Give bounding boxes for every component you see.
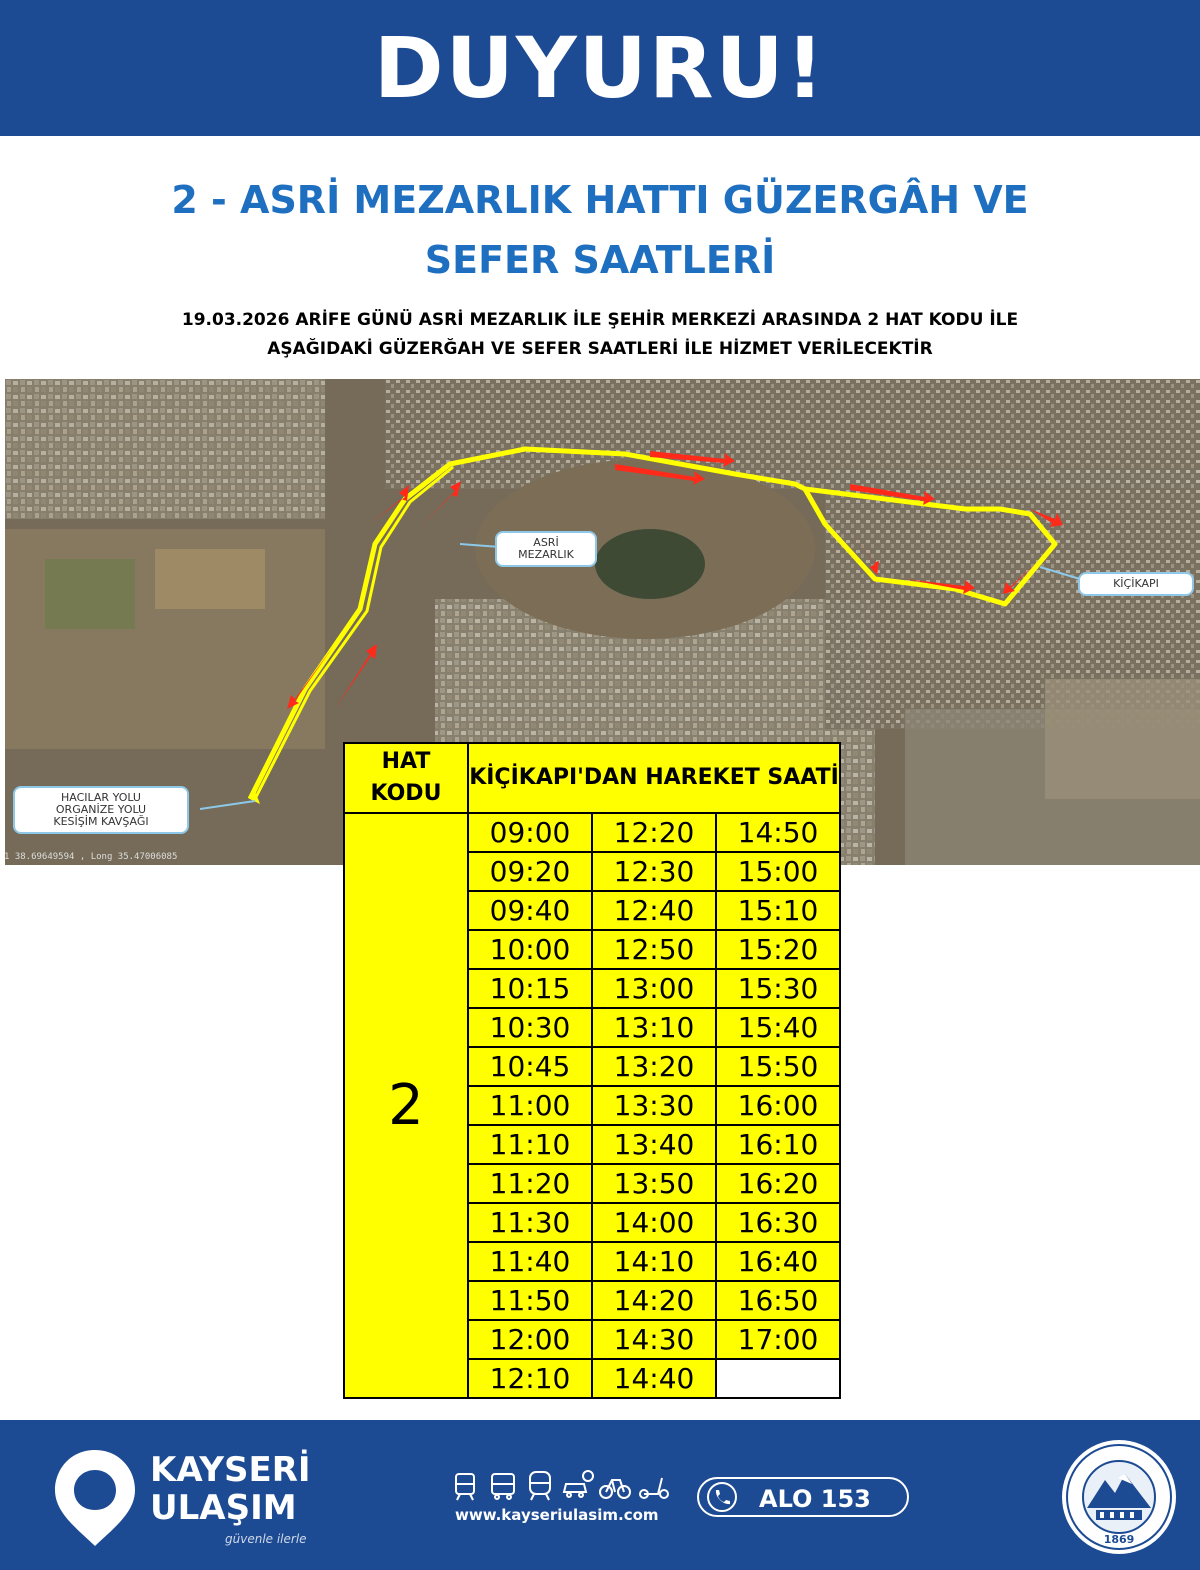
schedule-row [344, 813, 840, 852]
parking-car-icon [564, 1471, 593, 1497]
junction-label: HACILAR YOLU ORGANİZE YOLU KESİŞİM KAVŞAĞI [13, 786, 189, 834]
hotline-badge[interactable] [697, 1477, 909, 1517]
announcement-heading: DUYURU! [373, 19, 827, 117]
schedule-table [343, 742, 841, 1399]
departure-time-cell: 15:30 [716, 969, 840, 1008]
departure-time-cell: 09:40 [468, 891, 592, 930]
phone-icon [705, 1480, 739, 1514]
subtitle-line-2: AŞAĞIDAKİ GÜZERĞAH VE SEFER SAATLERİ İLE HİZMET VERİLECEKTİR [267, 339, 933, 359]
departure-time-cell: 11:30 [468, 1203, 592, 1242]
departure-time-cell: 16:00 [716, 1086, 840, 1125]
departure-time-cell: 13:00 [592, 969, 716, 1008]
departure-time-cell: 14:50 [716, 813, 840, 852]
departure-time-cell: 14:40 [592, 1359, 716, 1398]
departure-time-cell: 11:40 [468, 1242, 592, 1281]
departure-time-cell: 09:00 [468, 813, 592, 852]
hat-kodu-header: HAT KODU [344, 743, 468, 813]
departure-time-header: KİÇİKAPI'DAN HAREKET SAATİ [468, 743, 840, 813]
bus-icon [492, 1474, 514, 1499]
footer [0, 1420, 1200, 1570]
departure-time-cell: 14:20 [592, 1281, 716, 1320]
departure-time-cell: 15:00 [716, 852, 840, 891]
brand-line-2: ULAŞIM [150, 1488, 297, 1528]
departure-time-cell: 15:50 [716, 1047, 840, 1086]
kicikapi-label: KİÇİKAPI [1078, 572, 1194, 596]
transport-icons [452, 1468, 672, 1502]
departure-time-cell: 09:20 [468, 852, 592, 891]
train-icon [530, 1472, 550, 1500]
departure-time-cell: 12:40 [592, 891, 716, 930]
schedule-header-row [344, 743, 840, 813]
departure-time-cell: 13:20 [592, 1047, 716, 1086]
departure-time-cell: 16:50 [716, 1281, 840, 1320]
departure-time-cell: 12:00 [468, 1320, 592, 1359]
scooter-icon [640, 1478, 668, 1498]
departure-time-cell: 12:50 [592, 930, 716, 969]
tram-icon [456, 1474, 474, 1500]
departure-time-cell: 16:10 [716, 1125, 840, 1164]
departure-time-cell: 15:20 [716, 930, 840, 969]
departure-time-cell: 12:10 [468, 1359, 592, 1398]
municipality-seal [1060, 1438, 1178, 1560]
departure-time-cell: 11:50 [468, 1281, 592, 1320]
bicycle-icon [600, 1480, 630, 1498]
title-line-1: 2 - ASRİ MEZARLIK HATTI GÜZERGÂH VE [171, 178, 1029, 222]
departure-time-cell: 10:45 [468, 1047, 592, 1086]
website-link[interactable]: www.kayseriulasim.com [455, 1506, 659, 1524]
departure-time-cell: 13:40 [592, 1125, 716, 1164]
line-code-cell: 2 [344, 813, 468, 1398]
departure-time-cell: 10:00 [468, 930, 592, 969]
departure-time-cell: 11:00 [468, 1086, 592, 1125]
departure-time-cell: 13:30 [592, 1086, 716, 1125]
departure-time-cell: 16:40 [716, 1242, 840, 1281]
brand-line-1: KAYSERİ [150, 1450, 311, 1490]
schedule-body [344, 813, 840, 1398]
brand-slogan: güvenle ilerle [225, 1532, 307, 1546]
departure-time-cell: 13:10 [592, 1008, 716, 1047]
departure-time-cell: 17:00 [716, 1320, 840, 1359]
empty-time-cell [716, 1359, 840, 1398]
hotline-number: ALO 153 [759, 1485, 871, 1513]
departure-time-cell: 15:40 [716, 1008, 840, 1047]
departure-time-cell: 14:10 [592, 1242, 716, 1281]
kayseri-ulasim-logo-icon [50, 1442, 150, 1552]
header-bar [0, 0, 1200, 136]
departure-time-cell: 14:30 [592, 1320, 716, 1359]
departure-time-cell: 10:30 [468, 1008, 592, 1047]
departure-time-cell: 11:20 [468, 1164, 592, 1203]
departure-time-cell: 10:15 [468, 969, 592, 1008]
departure-time-cell: 12:20 [592, 813, 716, 852]
departure-time-cell: 11:10 [468, 1125, 592, 1164]
departure-time-cell: 12:30 [592, 852, 716, 891]
title-line-2: SEFER SAATLERİ [424, 238, 776, 282]
departure-time-cell: 16:30 [716, 1203, 840, 1242]
announcement-title [0, 170, 1200, 290]
subtitle-line-1: 19.03.2026 ARİFE GÜNÜ ASRİ MEZARLIK İLE ŞEHİR MERKEZİ ARASINDA 2 HAT KODU İLE [181, 310, 1019, 330]
seal-year: 1869 [1103, 1533, 1135, 1546]
departure-time-cell: 15:10 [716, 891, 840, 930]
cemetery-label: ASRİ MEZARLIK [495, 531, 597, 567]
departure-time-cell: 16:20 [716, 1164, 840, 1203]
departure-time-cell: 13:50 [592, 1164, 716, 1203]
map-coordinates: 1 38.69649594 , Long 35.47006085 [4, 852, 178, 862]
departure-time-cell: 14:00 [592, 1203, 716, 1242]
announcement-subtitle [0, 306, 1200, 364]
